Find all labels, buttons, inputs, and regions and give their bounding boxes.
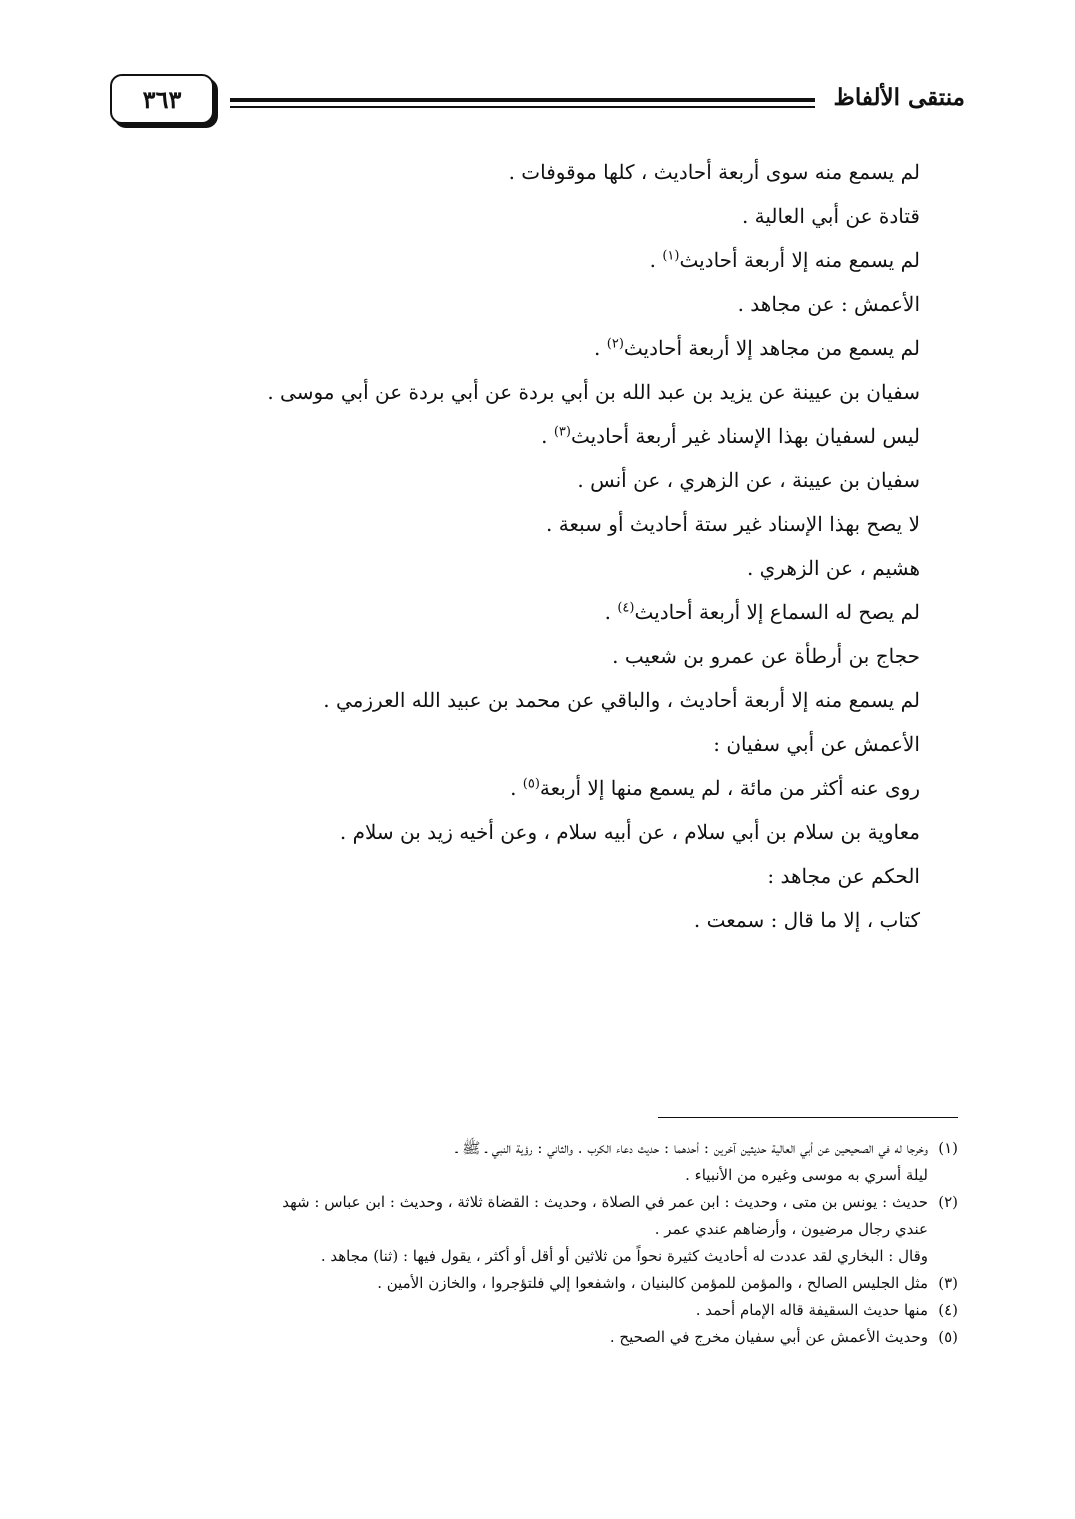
text-line xyxy=(240,722,920,766)
footnote-marker: (٢) xyxy=(606,336,624,352)
footnotes xyxy=(108,1135,958,1351)
text-line xyxy=(240,414,920,458)
line-text: لم يصح له السماع إلا أربعة أحاديث xyxy=(634,600,920,624)
line-text: سفيان بن عيينة ، عن الزهري ، عن أنس . xyxy=(577,468,920,492)
text-line xyxy=(240,150,920,194)
footnote-item xyxy=(108,1324,958,1351)
line-text: سفيان بن عيينة عن يزيد بن عبد الله بن أبي بردة عن أبي بردة عن أبي موسى . xyxy=(267,380,920,404)
main-text xyxy=(240,150,920,942)
footnote-item xyxy=(108,1135,958,1162)
line-end-punctuation: . xyxy=(510,776,523,800)
text-line xyxy=(240,590,920,634)
page-number: ٣٦٣ xyxy=(142,84,182,114)
line-text: الحكم عن مجاهد : xyxy=(767,864,920,888)
text-line xyxy=(240,546,920,590)
footnote-marker: (١) xyxy=(662,248,680,264)
line-text: لم يسمع منه إلا أربعة أحاديث ، والباقي عن محمد بن عبيد الله العرزمي . xyxy=(323,688,920,712)
footnote-item xyxy=(108,1270,958,1297)
line-text: لم يسمع منه سوى أربعة أحاديث ، كلها موقوفات . xyxy=(508,160,920,184)
text-line xyxy=(240,458,920,502)
line-text: لا يصح بهذا الإسناد غير ستة أحاديث أو سبعة . xyxy=(546,512,920,536)
footnote-continuation: وقال : البخاري لقد عددت له أحاديث كثيرة نحواً من ثلاثين أو أقل أو أكثر ، يقول فيها : (ثنا) مجاهد . xyxy=(320,1247,928,1265)
footnote-number: (٤) xyxy=(938,1301,958,1319)
line-text: لم يسمع منه إلا أربعة أحاديث xyxy=(679,248,920,272)
footnote-text: مثل الجليس الصالح ، والمؤمن للمؤمن كالبنيان ، واشفعوا إلي فلتؤجروا ، والخازن الأمين . xyxy=(377,1274,928,1292)
text-line xyxy=(240,370,920,414)
footnote-text: منها حديث السقيفة قاله الإمام أحمد . xyxy=(695,1301,928,1319)
text-line xyxy=(240,238,920,282)
text-line xyxy=(240,854,920,898)
footnote-text: حديث : يونس بن متى ، وحديث : ابن عمر في الصلاة ، وحديث : القضاة ثلاثة ، وحديث : ابن عباس : شهد xyxy=(282,1193,928,1211)
page-header xyxy=(110,70,965,130)
footnote-text: وخرجا له في الصحيحين عن أبي العالية حديثين آخرين : أحدهما : حديث دعاء الكرب . والثاني : رؤية النبي ـ ﷺ ـ xyxy=(455,1139,928,1157)
text-line xyxy=(240,766,920,810)
line-text: هشيم ، عن الزهري . xyxy=(746,556,920,580)
text-line xyxy=(240,898,920,942)
line-text: الأعمش عن أبي سفيان : xyxy=(713,732,920,756)
footnote-item xyxy=(108,1297,958,1324)
page-number-frame xyxy=(110,74,214,124)
text-line xyxy=(240,678,920,722)
text-line xyxy=(240,810,920,854)
book-title: منتقى الألفاظ xyxy=(833,84,965,111)
text-line xyxy=(240,326,920,370)
line-end-punctuation: . xyxy=(649,248,663,272)
line-text: حجاج بن أرطأة عن عمرو بن شعيب . xyxy=(612,644,920,668)
text-line xyxy=(240,194,920,238)
text-line xyxy=(240,282,920,326)
footnote-number: (١) xyxy=(938,1139,958,1157)
line-text: روى عنه أكثر من مائة ، لم يسمع منها إلا أربعة xyxy=(539,776,920,800)
line-text: الأعمش : عن مجاهد . xyxy=(737,292,920,316)
line-text: ليس لسفيان بهذا الإسناد غير أربعة أحاديث xyxy=(570,424,920,448)
footnote-continuation: عندي رجال مرضيون ، وأرضاهم عندي عمر . xyxy=(654,1220,928,1238)
line-text: كتاب ، إلا ما قال : سمعت . xyxy=(693,908,920,932)
footnote-continuation: ليلة أسري به موسى وغيره من الأنبياء . xyxy=(685,1166,928,1184)
footnote-number: (٣) xyxy=(938,1274,958,1292)
footnote-number: (٥) xyxy=(938,1328,958,1346)
footnote-number: (٢) xyxy=(938,1193,958,1211)
footnote-marker: (٥) xyxy=(522,776,540,792)
footnote-marker: (٣) xyxy=(553,424,571,440)
text-line xyxy=(240,502,920,546)
text-line xyxy=(240,634,920,678)
header-rule-thin xyxy=(230,106,815,108)
line-text: لم يسمع من مجاهد إلا أربعة أحاديث xyxy=(623,336,920,360)
footnote-marker: (٤) xyxy=(617,600,635,616)
footnote-item xyxy=(108,1189,958,1216)
line-end-punctuation: . xyxy=(594,336,607,360)
footnote-separator xyxy=(658,1117,958,1118)
footnote-text: وحديث الأعمش عن أبي سفيان مخرج في الصحيح . xyxy=(609,1328,928,1346)
line-end-punctuation: . xyxy=(604,600,618,624)
header-rule-thick xyxy=(230,98,815,102)
line-text: معاوية بن سلام بن أبي سلام ، عن أبيه سلام ، وعن أخيه زيد بن سلام . xyxy=(339,820,920,844)
line-text: قتادة عن أبي العالية . xyxy=(741,204,920,228)
line-end-punctuation: . xyxy=(541,424,554,448)
